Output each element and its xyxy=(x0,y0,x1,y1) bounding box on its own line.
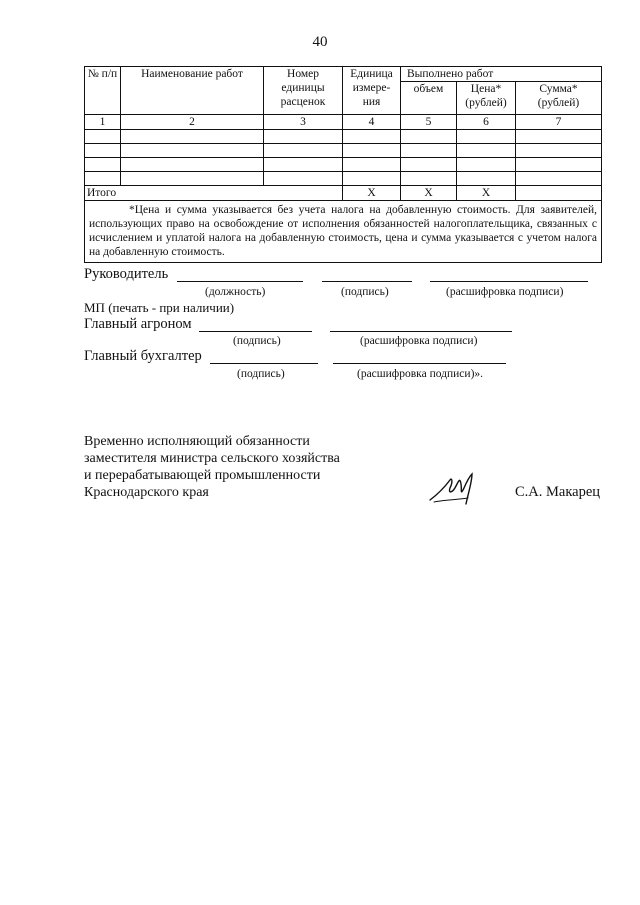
total-mark: Х xyxy=(457,186,516,201)
table-note xyxy=(85,201,602,263)
col-number: 6 xyxy=(457,115,516,130)
signer-title-line: заместителя министра сельского хозяйства xyxy=(84,451,340,466)
col-number: 1 xyxy=(85,115,121,130)
stamp-label: МП (печать - при наличии) xyxy=(84,300,235,315)
header-price: Цена* (рублей) xyxy=(457,82,516,115)
decode-hint: (расшифровка подписи) xyxy=(360,335,478,347)
signature-hint: (подпись) xyxy=(341,286,389,298)
head-position-line xyxy=(177,281,303,282)
header-name: Наименование работ xyxy=(121,67,264,115)
header-done: Выполнено работ xyxy=(401,67,602,82)
agronomist-label: Главный агроном xyxy=(84,316,192,332)
total-label: Итого xyxy=(85,186,343,201)
head-signature-line xyxy=(322,281,412,282)
agronomist-decode-line xyxy=(330,331,512,332)
head-decode-line xyxy=(430,281,588,282)
total-row xyxy=(85,186,602,201)
table-row xyxy=(85,130,602,144)
col-number: 4 xyxy=(343,115,401,130)
header-unit: Единица измере-ния xyxy=(343,67,401,115)
works-table xyxy=(84,66,602,263)
total-mark: Х xyxy=(343,186,401,201)
header-volume: объем xyxy=(401,82,457,115)
accountant-label: Главный бухгалтер xyxy=(84,348,202,364)
signature-hint: (подпись) xyxy=(237,368,285,380)
decode-hint: (расшифровка подписи) xyxy=(446,286,564,298)
signer-name: С.А. Макарец xyxy=(515,484,601,500)
signer-title-line: и перерабатывающей промышленности xyxy=(84,468,321,483)
signer-title-line: Краснодарского края xyxy=(84,485,209,500)
agronomist-signature-line xyxy=(199,331,312,332)
note-row xyxy=(85,201,602,263)
position-hint: (должность) xyxy=(205,286,266,298)
table-row xyxy=(85,158,602,172)
header-rate-number: Номер единицы расценок xyxy=(264,67,343,115)
page-number: 40 xyxy=(312,34,328,50)
col-number: 3 xyxy=(264,115,343,130)
signer-title-line: Временно исполняющий обязанности xyxy=(84,434,310,449)
header-sum: Сумма* (рублей) xyxy=(516,82,602,115)
header-num: № п/п xyxy=(85,67,121,115)
head-label: Руководитель xyxy=(84,266,169,282)
table-row xyxy=(85,172,602,186)
total-sum-empty xyxy=(516,186,602,201)
signer-title xyxy=(84,433,340,501)
accountant-decode-line xyxy=(333,363,506,364)
note-text: *Цена и сумма указывается без учета налога на добавленную стоимость. Для заявителей, использующих право на освобождение от исполнения обязанностей налогоплательщика, связанных с исчислением и уплатой налога на добавленную стоимость, цена и сумма указывается с учетом налога на добавленную стоимость. xyxy=(89,204,598,258)
col-number: 2 xyxy=(121,115,264,130)
column-number-row xyxy=(85,115,602,130)
total-mark: Х xyxy=(401,186,457,201)
table-row xyxy=(85,144,602,158)
decode-hint-final: (расшифровка подписи)». xyxy=(357,368,484,380)
accountant-signature-line xyxy=(210,363,318,364)
handwritten-signature xyxy=(428,470,488,508)
table-header-row-1 xyxy=(85,67,602,82)
signature-hint: (подпись) xyxy=(233,335,281,347)
col-number: 7 xyxy=(516,115,602,130)
col-number: 5 xyxy=(401,115,457,130)
